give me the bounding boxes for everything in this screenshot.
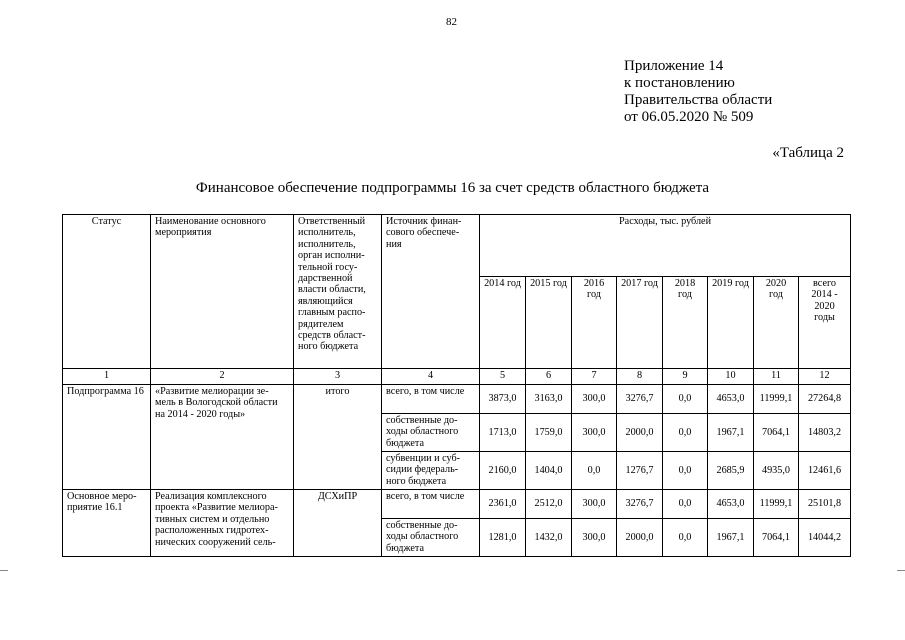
table-row bbox=[63, 490, 851, 519]
value-cell: 11999,1 bbox=[754, 385, 799, 414]
value-cell: 1404,0 bbox=[526, 452, 572, 490]
row-status: Основное меро- приятие 16.1 bbox=[63, 490, 151, 557]
value-cell: 0,0 bbox=[663, 452, 708, 490]
value-cell: 11999,1 bbox=[754, 490, 799, 519]
value-cell: 0,0 bbox=[572, 452, 617, 490]
value-cell: 1967,1 bbox=[708, 414, 754, 452]
value-cell: 3163,0 bbox=[526, 385, 572, 414]
header-year-total: всего 2014 - 2020 годы bbox=[799, 277, 851, 369]
header-status: Статус bbox=[63, 215, 151, 369]
value-cell: 2160,0 bbox=[480, 452, 526, 490]
column-number: 12 bbox=[799, 369, 851, 385]
value-cell: 0,0 bbox=[663, 414, 708, 452]
value-cell: 12461,6 bbox=[799, 452, 851, 490]
crop-mark bbox=[897, 570, 905, 571]
row-status: Подпрограмма 16 bbox=[63, 385, 151, 490]
column-number: 3 bbox=[294, 369, 382, 385]
column-number: 6 bbox=[526, 369, 572, 385]
value-cell: 2685,9 bbox=[708, 452, 754, 490]
header-year: 2014 год bbox=[480, 277, 526, 369]
value-cell: 27264,8 bbox=[799, 385, 851, 414]
column-number: 11 bbox=[754, 369, 799, 385]
table-row bbox=[63, 385, 851, 414]
source-label: всего, в том числе bbox=[382, 490, 480, 519]
value-cell: 1759,0 bbox=[526, 414, 572, 452]
value-cell: 1281,0 bbox=[480, 519, 526, 557]
value-cell: 1276,7 bbox=[617, 452, 663, 490]
row-name: «Развитие мелиорации зе- мель в Вологодской области на 2014 - 2020 годы» bbox=[151, 385, 294, 490]
value-cell: 1432,0 bbox=[526, 519, 572, 557]
row-responsible: итого bbox=[294, 385, 382, 490]
value-cell: 4935,0 bbox=[754, 452, 799, 490]
column-number: 2 bbox=[151, 369, 294, 385]
header-year: 2018 год bbox=[663, 277, 708, 369]
value-cell: 0,0 bbox=[663, 519, 708, 557]
source-label: всего, в том числе bbox=[382, 385, 480, 414]
value-cell: 2000,0 bbox=[617, 414, 663, 452]
column-number: 9 bbox=[663, 369, 708, 385]
value-cell: 4653,0 bbox=[708, 385, 754, 414]
value-cell: 300,0 bbox=[572, 519, 617, 557]
appendix-line: от 06.05.2020 № 509 bbox=[624, 109, 754, 125]
source-label: субвенции и суб- сидии федераль- ного бюджета bbox=[382, 452, 480, 490]
document-title: Финансовое обеспечение подпрограммы 16 за счет средств областного бюджета bbox=[195, 180, 710, 196]
value-cell: 14044,2 bbox=[799, 519, 851, 557]
header-name: Наименование основного мероприятия bbox=[151, 215, 294, 369]
value-cell: 0,0 bbox=[663, 385, 708, 414]
crop-mark bbox=[0, 570, 8, 571]
header-row bbox=[63, 215, 851, 277]
value-cell: 300,0 bbox=[572, 414, 617, 452]
column-number: 1 bbox=[63, 369, 151, 385]
value-cell: 1713,0 bbox=[480, 414, 526, 452]
value-cell: 0,0 bbox=[663, 490, 708, 519]
header-year: 2017 год bbox=[617, 277, 663, 369]
column-number: 7 bbox=[572, 369, 617, 385]
value-cell: 7064,1 bbox=[754, 519, 799, 557]
header-expenses: Расходы, тыс. рублей bbox=[480, 215, 851, 277]
row-name: Реализация комплексного проекта «Развитие мелиора- тивных систем и отдельно расположенных гидротех- нических сооружений сель- bbox=[151, 490, 294, 557]
value-cell: 3276,7 bbox=[617, 385, 663, 414]
value-cell: 300,0 bbox=[572, 385, 617, 414]
header-year: 2019 год bbox=[708, 277, 754, 369]
appendix-line: Приложение 14 bbox=[624, 58, 724, 74]
value-cell: 7064,1 bbox=[754, 414, 799, 452]
header-year: 2016 год bbox=[572, 277, 617, 369]
value-cell: 4653,0 bbox=[708, 490, 754, 519]
value-cell: 1967,1 bbox=[708, 519, 754, 557]
header-year: 2020 год bbox=[754, 277, 799, 369]
source-label: собственные до- ходы областного бюджета bbox=[382, 414, 480, 452]
page-number: 82 bbox=[446, 16, 457, 28]
value-cell: 3276,7 bbox=[617, 490, 663, 519]
appendix-block bbox=[624, 58, 772, 126]
row-responsible: ДСХиПР bbox=[294, 490, 382, 557]
column-number: 5 bbox=[480, 369, 526, 385]
appendix-line: Правительства области bbox=[624, 92, 773, 108]
appendix-line: к постановлению bbox=[624, 75, 735, 91]
source-label: собственные до- ходы областного бюджета bbox=[382, 519, 480, 557]
value-cell: 2361,0 bbox=[480, 490, 526, 519]
table-reference: «Таблица 2 bbox=[772, 145, 844, 161]
value-cell: 2512,0 bbox=[526, 490, 572, 519]
column-numbers-row bbox=[63, 369, 851, 385]
header-source: Источник финан- сового обеспече- ния bbox=[382, 215, 480, 369]
value-cell: 2000,0 bbox=[617, 519, 663, 557]
column-number: 10 bbox=[708, 369, 754, 385]
value-cell: 300,0 bbox=[572, 490, 617, 519]
value-cell: 14803,2 bbox=[799, 414, 851, 452]
financing-table bbox=[62, 214, 851, 557]
column-number: 8 bbox=[617, 369, 663, 385]
value-cell: 3873,0 bbox=[480, 385, 526, 414]
header-responsible: Ответственный исполнитель, исполнитель, орган исполни- тельной госу- дарственной власти области, являющийся главным распо- рядителем средств област- ного бюджета bbox=[294, 215, 382, 369]
column-number: 4 bbox=[382, 369, 480, 385]
header-year: 2015 год bbox=[526, 277, 572, 369]
value-cell: 25101,8 bbox=[799, 490, 851, 519]
